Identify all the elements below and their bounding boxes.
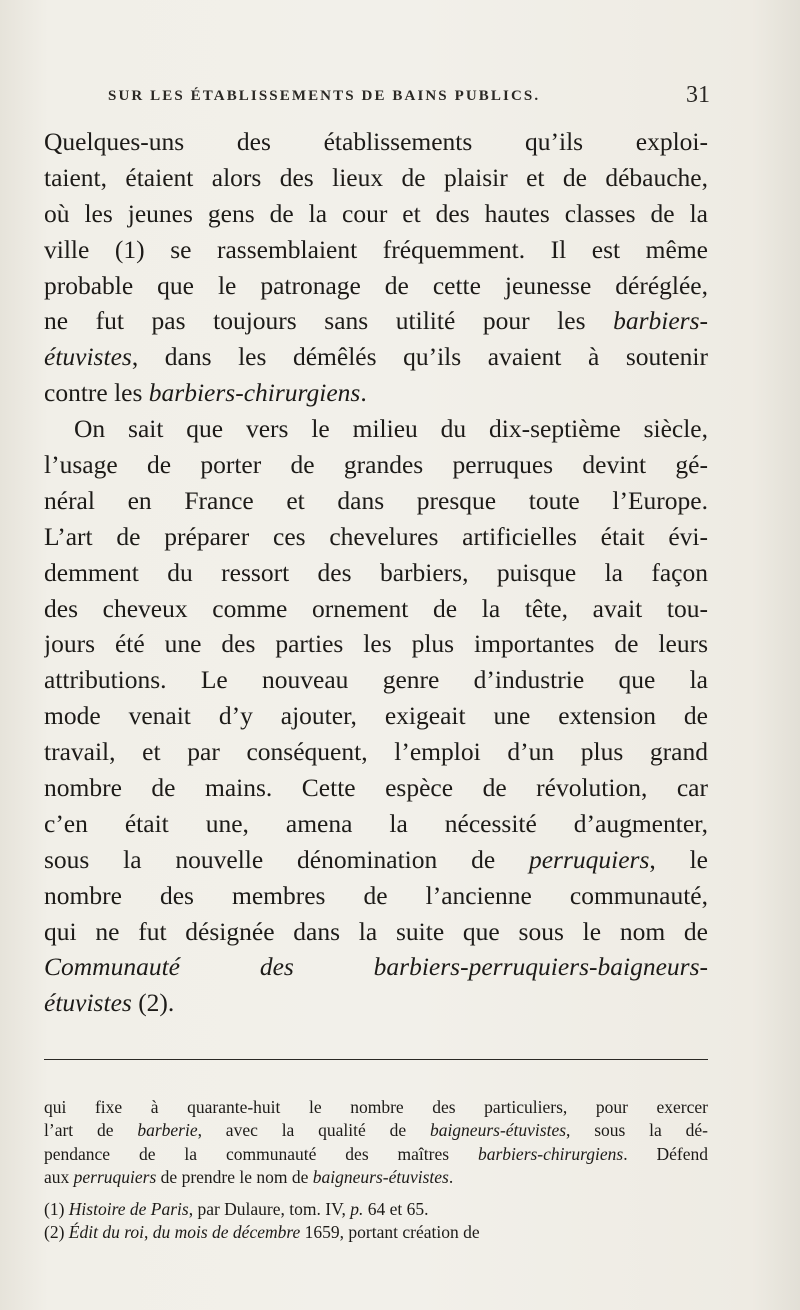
- text-line: [44, 232, 708, 268]
- footnote: [44, 1198, 708, 1221]
- text-line: [44, 196, 708, 232]
- italic-text: barberie: [137, 1120, 198, 1141]
- text-segment: (2): [44, 1221, 69, 1242]
- text-segment: , dans les démêlés qu’ils avaient à soutenir: [131, 342, 708, 372]
- text-segment: 64 et 65.: [363, 1198, 429, 1219]
- italic-text: barbiers-chirurgiens: [478, 1143, 624, 1164]
- text-line: [44, 303, 708, 339]
- text-segment: L’art de préparer ces chevelures artificielles était évi-: [44, 521, 708, 551]
- footnote-continuation-line: [44, 1143, 708, 1166]
- text-segment: . Défend: [623, 1143, 708, 1164]
- footnote-continuation-line: [44, 1096, 708, 1119]
- text-line: [44, 842, 708, 878]
- text-segment: (2).: [131, 988, 175, 1018]
- text-line: [44, 124, 708, 160]
- footnotes: [44, 1096, 708, 1244]
- text-segment: .: [360, 378, 367, 408]
- text-segment: .: [448, 1167, 454, 1188]
- italic-text: du mois de décembre: [152, 1221, 301, 1242]
- text-line: [44, 519, 708, 555]
- italic-text: perruquiers: [528, 844, 650, 874]
- text-segment: ne fut pas toujours sans utilité pour les: [44, 306, 614, 336]
- text-line: [44, 483, 708, 519]
- text-segment: attributions. Le nouveau genre d’industrie que la: [44, 665, 708, 695]
- italic-text: étuvistes: [44, 342, 132, 372]
- text-segment: probable que le patronage de cette jeunesse déréglée,: [44, 270, 708, 300]
- text-segment: travail, et par conséquent, l’emploi d’un plus grand: [44, 737, 708, 767]
- page-header: [108, 84, 710, 114]
- text-line: [44, 770, 708, 806]
- text-line: [44, 160, 708, 196]
- text-line: [44, 914, 708, 950]
- text-segment: taient, étaient alors des lieux de plaisir et de débauche,: [44, 162, 708, 192]
- text-segment: qui ne fut désignée dans la suite que sous le nom de: [44, 916, 708, 946]
- text-segment: nombre de mains. Cette espèce de révolution, car: [44, 773, 708, 803]
- text-line: [44, 411, 708, 447]
- text-segment: On sait que vers le milieu du dix-septième siècle,: [74, 414, 708, 444]
- text-segment: 1659, portant création de: [300, 1221, 480, 1242]
- footnote-continuation-line: [44, 1166, 708, 1189]
- text-line: [44, 878, 708, 914]
- text-line: [44, 447, 708, 483]
- italic-text: barbiers-chirurgiens: [148, 378, 361, 408]
- text-segment: de prendre le nom de: [156, 1167, 313, 1188]
- text-line: [44, 949, 708, 985]
- text-segment: , avec la qualité de: [197, 1120, 430, 1141]
- text-segment: qui fixe à quarante-huit le nombre des particuliers, pour exercer: [44, 1097, 708, 1117]
- text-segment: contre les: [44, 378, 149, 408]
- italic-text: Édit du roi: [68, 1221, 144, 1242]
- footnote-continuation-line: [44, 1119, 708, 1142]
- text-segment: sous la nouvelle dénomination de: [44, 844, 529, 874]
- italic-text: baigneurs-étuvistes: [312, 1167, 449, 1188]
- italic-text: Histoire de Paris: [68, 1198, 189, 1219]
- text-line: [44, 626, 708, 662]
- text-segment: , le: [649, 844, 708, 874]
- text-segment: , sous la dé-: [566, 1120, 708, 1141]
- text-segment: pendance de la communauté des maîtres: [44, 1143, 478, 1164]
- footnote-spacer: [44, 1190, 708, 1198]
- text-segment: c’en était une, amena la nécessité d’augmenter,: [44, 808, 708, 838]
- text-segment: où les jeunes gens de la cour et des hautes classes de la: [44, 198, 708, 228]
- text-segment: ville (1) se rassemblaient fréquemment. Il est même: [44, 234, 708, 264]
- text-segment: néral en France et dans presque toute l’Europe.: [44, 485, 708, 515]
- text-segment: , par Dulaure, tom. IV,: [188, 1198, 351, 1219]
- page-number: 31: [686, 82, 710, 108]
- text-segment: demment du ressort des barbiers, puisque la façon: [44, 557, 708, 587]
- text-segment: jours été une des parties les plus importantes de leurs: [44, 629, 708, 659]
- text-line: [44, 734, 708, 770]
- footnote-rule: [44, 1059, 708, 1060]
- text-segment: l’art de: [44, 1120, 138, 1141]
- text-segment: aux: [44, 1167, 74, 1188]
- italic-text: barbiers-: [613, 306, 708, 336]
- italic-text: perruquiers: [73, 1167, 157, 1188]
- italic-text: Communauté des barbiers-perruquiers-baigneurs-: [44, 952, 708, 982]
- text-line: [44, 806, 708, 842]
- text-line: [44, 555, 708, 591]
- text-line: [44, 591, 708, 627]
- text-segment: l’usage de porter de grandes perruques devint gé-: [44, 450, 708, 480]
- italic-text: p.: [350, 1198, 364, 1219]
- body-text: [44, 124, 708, 1021]
- text-segment: ,: [143, 1221, 153, 1242]
- italic-text: étuvistes: [44, 988, 132, 1018]
- running-head: SUR LES ÉTABLISSEMENTS DE BAINS PUBLICS.: [108, 88, 541, 104]
- text-line: [44, 375, 708, 411]
- text-segment: mode venait d’y ajouter, exigeait une extension de: [44, 701, 708, 731]
- text-line: [44, 339, 708, 375]
- text-line: [44, 698, 708, 734]
- text-segment: Quelques-uns des établissements qu’ils exploi-: [44, 127, 708, 156]
- text-segment: (1): [44, 1198, 69, 1219]
- text-line: [44, 662, 708, 698]
- italic-text: baigneurs-étuvistes: [429, 1120, 567, 1141]
- text-segment: des cheveux comme ornement de la tête, avait tou-: [44, 593, 708, 623]
- text-segment: nombre des membres de l’ancienne communauté,: [44, 880, 708, 910]
- footnote: [44, 1221, 708, 1244]
- text-line: [44, 985, 708, 1021]
- text-line: [44, 268, 708, 304]
